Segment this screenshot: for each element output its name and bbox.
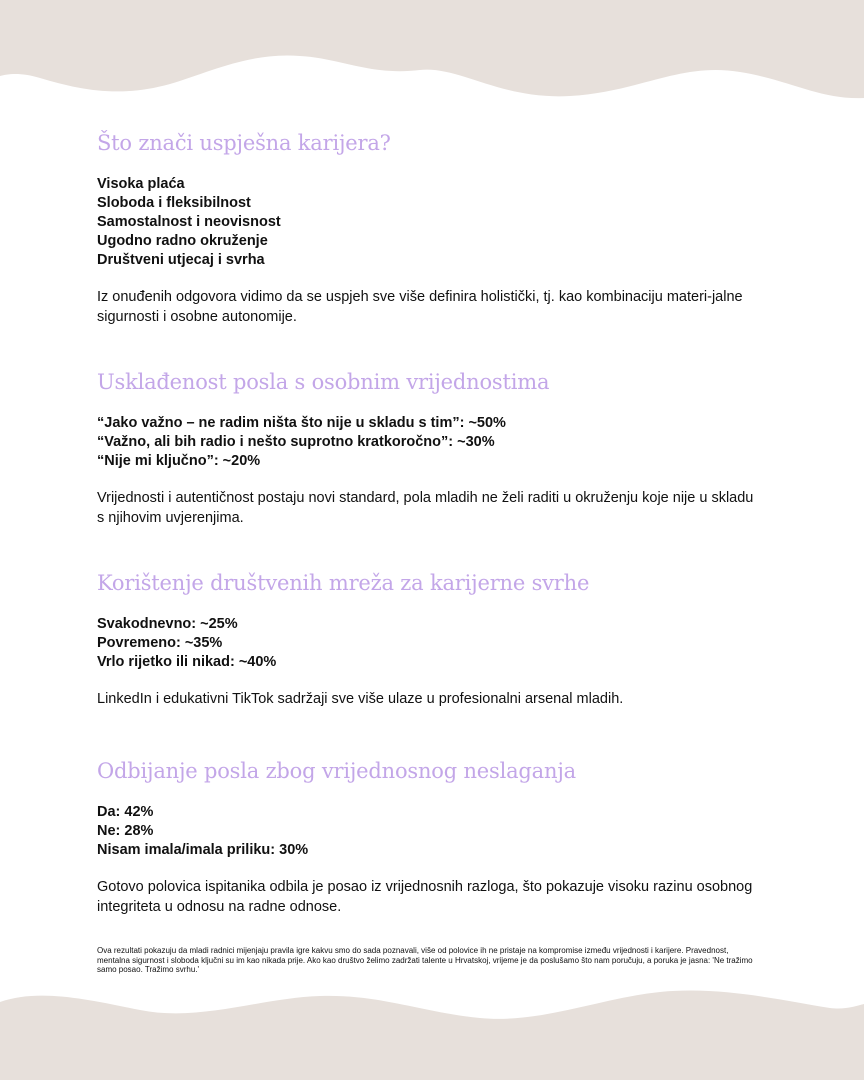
answer-list bbox=[97, 803, 757, 860]
section-note: Iz onuđenih odgovora vidimo da se uspjeh sve više definira holistički, tj. kao kombinaciju materi-jalne sigurnosti i osobne autonomije. bbox=[97, 289, 743, 325]
top-wave-decoration bbox=[0, 0, 864, 110]
section-note: LinkedIn i edukativni TikTok sadržaji sve više ulaze u profesionalni arsenal mladih. bbox=[97, 691, 624, 707]
answer-list bbox=[97, 175, 757, 270]
list-item: “Nije mi ključno”: ~20% bbox=[97, 453, 261, 469]
list-item: Sloboda i fleksibilnost bbox=[97, 195, 251, 211]
list-item: Visoka plaća bbox=[97, 176, 185, 192]
section-note: Gotovo polovica ispitanika odbila je posao iz vrijednosnih razloga, što pokazuje visoku razinu osobnog integriteta u odnosu na radne odnose. bbox=[97, 879, 753, 915]
list-item: Da: 42% bbox=[97, 804, 154, 820]
section-social-media bbox=[97, 571, 757, 724]
list-item: Povremeno: ~35% bbox=[97, 635, 223, 651]
section-title: Usklađenost posla s osobnim vrijednostima bbox=[97, 370, 550, 394]
section-successful-career bbox=[97, 131, 757, 342]
list-item: Svakodnevno: ~25% bbox=[97, 616, 238, 632]
section-title: Što znači uspješna karijera? bbox=[97, 131, 391, 155]
list-item: Nisam imala/imala priliku: 30% bbox=[97, 842, 309, 858]
section-title: Korištenje društvenih mreža za karijerne svrhe bbox=[97, 571, 590, 595]
bottom-wave-decoration bbox=[0, 980, 864, 1080]
section-values-alignment bbox=[97, 370, 757, 543]
list-item: Ne: 28% bbox=[97, 823, 154, 839]
section-job-rejection bbox=[97, 759, 757, 932]
list-item: Ugodno radno okruženje bbox=[97, 233, 268, 249]
answer-list bbox=[97, 414, 757, 471]
list-item: Samostalnost i neovisnost bbox=[97, 214, 281, 230]
footer-conclusion: Ova rezultati pokazuju da mladi radnici mijenjaju pravila igre kakvu smo do sada poznavali, više od polovice ih ne pristaje na kompromise između vrijednosti i karijere. Pravednost, mentalna sigurnost i sloboda ključni su im kao nikada prije. Ako kao društvo želimo zadržati talente u Hrvatskoj, vrijeme je da poslušamo što nam poručuju, a poruka je jasna: 'Ne tražimo samo posao. Tražimo svrhu.' bbox=[97, 946, 753, 974]
list-item: “Važno, ali bih radio i nešto suprotno kratkoročno”: ~30% bbox=[97, 434, 495, 450]
list-item: “Jako važno – ne radim ništa što nije u skladu s tim”: ~50% bbox=[97, 415, 506, 431]
section-title: Odbijanje posla zbog vrijednosnog neslaganja bbox=[97, 759, 576, 783]
list-item: Vrlo rijetko ili nikad: ~40% bbox=[97, 654, 277, 670]
answer-list bbox=[97, 615, 757, 672]
section-note: Vrijednosti i autentičnost postaju novi standard, pola mladih ne želi raditi u okruženju koje nije u skladu s njihovim uvjerenjima. bbox=[97, 490, 754, 526]
list-item: Društveni utjecaj i svrha bbox=[97, 252, 265, 268]
